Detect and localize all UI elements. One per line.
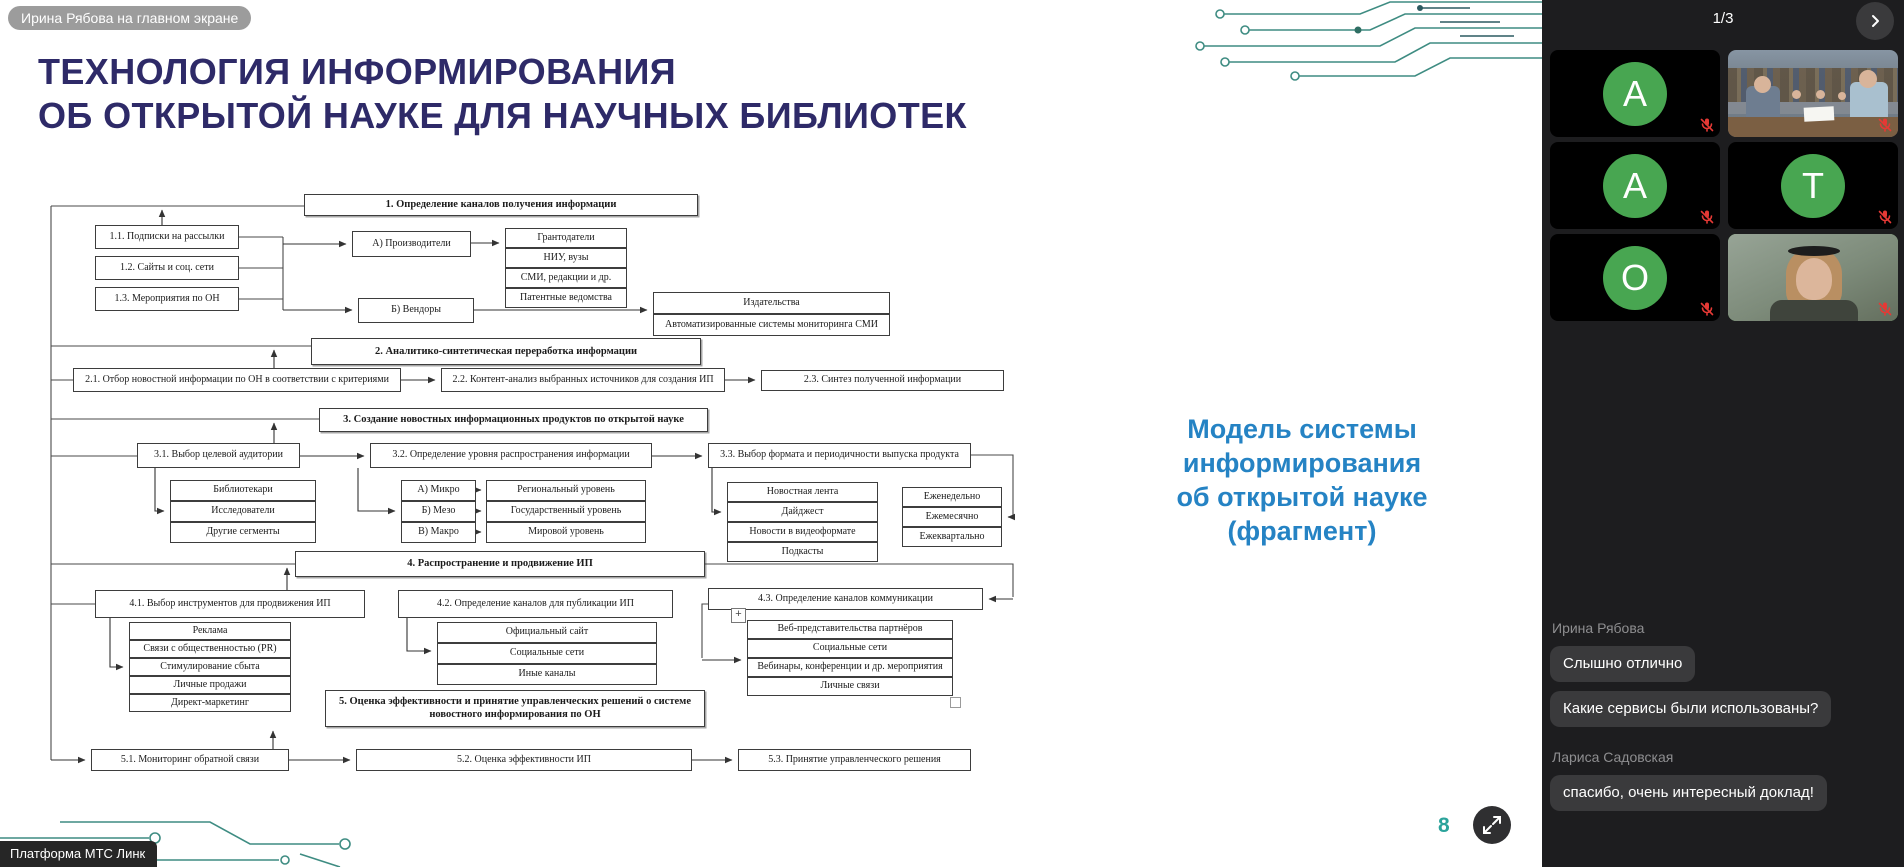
flowchart-node-n12: 1.2. Сайты и соц. сети — [95, 256, 239, 280]
mic-muted-icon — [1699, 301, 1715, 317]
flowchart-node-cm4: Личные связи — [747, 677, 953, 696]
flowchart-node-aud3: Другие сегменты — [170, 522, 316, 543]
flowchart-node-n32: 3.2. Определение уровня распространения информации — [370, 443, 652, 468]
editor-plus-handle: + — [731, 608, 746, 623]
flowchart-node-grant3: СМИ, редакции и др. — [505, 268, 627, 288]
mic-muted-icon — [1699, 209, 1715, 225]
mic-muted-icon — [1877, 301, 1893, 317]
pager-label: 1/3 — [1712, 10, 1734, 27]
platform-badge: Платформа МТС Линк — [0, 841, 157, 867]
slide-title — [38, 50, 967, 138]
participants-pager — [1542, 0, 1904, 44]
flowchart-node-aud2: Исследователи — [170, 501, 316, 522]
avatar: А — [1603, 154, 1667, 218]
flowchart-node-per3: Ежеквартально — [902, 527, 1002, 547]
editor-square-handle — [950, 697, 961, 708]
caption-line: информирования — [1182, 448, 1422, 478]
flowchart-node-n52: 5.2. Оценка эффективности ИП — [356, 749, 692, 771]
flowchart-node-aud1: Библиотекари — [170, 480, 316, 501]
chat-message-bubble: спасибо, очень интересный доклад! — [1550, 775, 1827, 811]
expand-arrows-icon — [1482, 815, 1502, 835]
flowchart-node-lv2: Государственный уровень — [486, 501, 646, 522]
flowchart-node-n51: 5.1. Мониторинг обратной связи — [91, 749, 289, 771]
mic-muted-icon — [1877, 209, 1893, 225]
video-thumbnail-woman — [1728, 234, 1898, 321]
flowchart-node-lv3: Мировой уровень — [486, 522, 646, 543]
flowchart-node-n31: 3.1. Выбор целевой аудитории — [137, 443, 300, 468]
participant-tile-avatar-3[interactable] — [1728, 142, 1898, 229]
flowchart-node-s2: 2. Аналитико-синтетическая переработка информации — [311, 338, 701, 365]
participant-tile-video-library[interactable] — [1728, 50, 1898, 137]
flowchart-node-cm2: Социальные сети — [747, 639, 953, 658]
fullscreen-expand-button[interactable] — [1473, 806, 1511, 844]
flowchart-node-n41: 4.1. Выбор инструментов для продвижения ИП — [95, 590, 365, 618]
flowchart-node-pr5: Директ-маркетинг — [129, 694, 291, 712]
participant-tile-avatar-4[interactable] — [1550, 234, 1720, 321]
flowchart-node-ch2: Социальные сети — [437, 643, 657, 664]
flowchart-node-n33: 3.3. Выбор формата и периодичности выпуска продукта — [708, 443, 971, 468]
meeting-side-panel — [1542, 0, 1904, 867]
avatar: Т — [1781, 154, 1845, 218]
flowchart-node-pr2: Связи с общественностью (PR) — [129, 640, 291, 658]
flowchart-node-pr3: Стимулирование сбыта — [129, 658, 291, 676]
flowchart-node-s3: 3. Создание новостных информационных продуктов по открытой науке — [319, 408, 708, 432]
avatar: О — [1603, 246, 1667, 310]
flowchart-node-grant1: Грантодатели — [505, 228, 627, 248]
next-page-button[interactable] — [1856, 2, 1894, 40]
flowchart-node-fmt1: Новостная лента — [727, 482, 878, 502]
flowchart-node-pub2: Автоматизированные системы мониторинга СМИ — [653, 314, 890, 336]
mic-muted-icon — [1877, 117, 1893, 133]
flowchart-node-n22: 2.2. Контент-анализ выбранных источников для создания ИП — [441, 368, 725, 392]
caption-line: (фрагмент) — [1227, 516, 1377, 546]
chat-message-bubble: Какие сервисы были использованы? — [1550, 691, 1831, 727]
flowchart-node-per1: Еженедельно — [902, 487, 1002, 507]
participant-tile-avatar-2[interactable] — [1550, 142, 1720, 229]
flowchart-node-n43: 4.3. Определение каналов коммуникации — [708, 588, 983, 610]
flowchart-node-cm1: Веб-представительства партнёров — [747, 620, 953, 639]
flowchart-node-ch3: Иные каналы — [437, 664, 657, 685]
flowchart-node-pub1: Издательства — [653, 292, 890, 314]
flowchart-node-pr1: Реклама — [129, 622, 291, 640]
flowchart-node-n13: 1.3. Мероприятия по ОН — [95, 287, 239, 311]
flowchart-node-na: А) Производители — [352, 231, 471, 257]
flowchart-node-grant2: НИУ, вузы — [505, 248, 627, 268]
participant-tile-avatar-1[interactable] — [1550, 50, 1720, 137]
flowchart-node-lvlc: В) Макро — [401, 522, 476, 543]
flowchart-node-lvlb: Б) Мезо — [401, 501, 476, 522]
video-thumbnail-library — [1728, 50, 1898, 137]
mic-muted-icon — [1699, 117, 1715, 133]
flowchart-node-grant4: Патентные ведомства — [505, 288, 627, 308]
presenter-banner: Ирина Рябова на главном экране — [8, 6, 251, 30]
flowchart-node-s1: 1. Определение каналов получения информации — [304, 194, 698, 216]
flowchart-node-ch1: Официальный сайт — [437, 622, 657, 643]
chat-author: Ирина Рябова — [1552, 620, 1645, 636]
participant-tiles — [1550, 50, 1898, 321]
flowchart-node-n11: 1.1. Подписки на рассылки — [95, 225, 239, 249]
chat-message-bubble: Слышно отлично — [1550, 646, 1695, 682]
flowchart-node-nb: Б) Вендоры — [358, 298, 474, 323]
flowchart-node-n21: 2.1. Отбор новостной информации по ОН в соответствии с критериями — [73, 368, 401, 392]
caption-line: об открытой науке — [1176, 482, 1428, 512]
flowchart-node-s4: 4. Распространение и продвижение ИП — [295, 551, 705, 577]
chat-author: Лариса Садовская — [1552, 749, 1674, 765]
slide-caption — [1150, 412, 1454, 548]
flowchart-node-lv1: Региональный уровень — [486, 480, 646, 501]
flowchart-node-fmt3: Новости в видеоформате — [727, 522, 878, 542]
flowchart-node-per2: Ежемесячно — [902, 507, 1002, 527]
flowchart-node-s5: 5. Оценка эффективности и принятие управленческих решений о системе новостного информирования по ОН — [325, 690, 705, 727]
flowchart-node-cm3: Вебинары, конференции и др. мероприятия — [747, 658, 953, 677]
slide-title-line1: ТЕХНОЛОГИЯ ИНФОРМИРОВАНИЯ — [38, 51, 677, 92]
flowchart-node-fmt2: Дайджест — [727, 502, 878, 522]
participant-tile-video-self[interactable] — [1728, 234, 1898, 321]
caption-line: Модель системы — [1187, 414, 1417, 444]
flowchart-node-n42: 4.2. Определение каналов для публикации ИП — [398, 590, 673, 618]
avatar: А — [1603, 62, 1667, 126]
slide-title-line2: ОБ ОТКРЫТОЙ НАУКЕ ДЛЯ НАУЧНЫХ БИБЛИОТЕК — [38, 95, 967, 136]
chat-area — [1550, 612, 1896, 820]
flowchart-node-n23: 2.3. Синтез полученной информации — [761, 370, 1004, 391]
slide-page-number: 8 — [1438, 814, 1450, 837]
flowchart-node-n53: 5.3. Принятие управленческого решения — [738, 749, 971, 771]
chevron-right-icon — [1867, 13, 1883, 29]
flowchart-node-pr4: Личные продажи — [129, 676, 291, 694]
flowchart-node-fmt4: Подкасты — [727, 542, 878, 562]
flowchart-node-lvla: А) Микро — [401, 480, 476, 501]
